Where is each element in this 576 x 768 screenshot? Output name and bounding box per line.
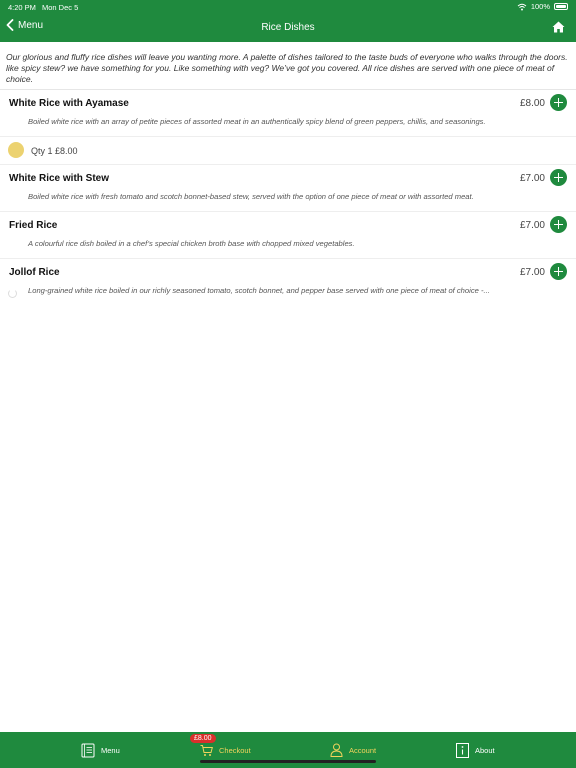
tab-checkout[interactable] xyxy=(200,739,251,761)
tab-bar xyxy=(0,732,576,768)
info-icon xyxy=(456,743,469,758)
home-button[interactable] xyxy=(552,20,565,38)
menu-item-header xyxy=(0,90,576,114)
item-price: £7.00 xyxy=(519,220,545,231)
item-description-text: Long-grained white rice boiled in our richly seasoned tomato, scotch bonnet, and pepper base served with one piece of meat of choice -... xyxy=(28,286,490,295)
item-description xyxy=(0,283,576,305)
tab-about[interactable] xyxy=(456,739,495,761)
menu-item-header xyxy=(0,259,576,283)
menu-book-icon xyxy=(81,743,95,758)
menu-item-header xyxy=(0,165,576,189)
home-indicator xyxy=(200,760,376,763)
item-description: Boiled white rice with fresh tomato and scotch bonnet-based stew, served with the option of one piece of meat or with assorted meat. xyxy=(28,192,474,201)
category-intro: Our glorious and fluffy rice dishes will leave you wanting more. A palette of dishes tailored to the taste buds of everyone who walks through the doors. like spicy stew? we have something for you. Like something with veg? We’ve got you covered. All rice dishes are served with one piece of meat of choice. xyxy=(0,42,576,90)
cart-item-indicator xyxy=(8,142,24,158)
item-name: White Rice with Stew xyxy=(9,173,110,184)
item-price: £8.00 xyxy=(519,98,545,109)
status-right xyxy=(517,2,568,11)
item-name: Jollof Rice xyxy=(9,267,60,278)
cart-line-item[interactable] xyxy=(0,137,576,165)
item-price: £7.00 xyxy=(519,267,545,278)
add-to-cart-button[interactable] xyxy=(550,169,567,186)
back-label: Menu xyxy=(18,19,44,31)
battery-percent: 100% xyxy=(530,2,550,11)
page-title: Rice Dishes xyxy=(261,22,315,33)
tab-menu[interactable] xyxy=(81,739,120,761)
status-time: 4:20 PM xyxy=(8,3,36,12)
menu-content xyxy=(0,42,576,732)
menu-item-header xyxy=(0,212,576,236)
battery-icon xyxy=(554,3,568,10)
tab-account[interactable] xyxy=(330,739,376,761)
menu-item[interactable] xyxy=(0,90,576,137)
item-description: A colourful rice dish boiled in a chef’s special chicken broth base with chopped mixed vegetables. xyxy=(28,239,355,248)
cart-total-badge: £8.00 xyxy=(190,734,216,743)
nav-bar xyxy=(0,14,576,42)
status-date: Mon Dec 5 xyxy=(42,3,79,12)
item-price: £7.00 xyxy=(519,173,545,184)
user-icon xyxy=(330,743,343,757)
menu-item[interactable] xyxy=(0,259,576,305)
tab-account-label: Account xyxy=(349,745,377,755)
wifi-icon xyxy=(517,3,527,11)
home-icon xyxy=(552,21,565,33)
menu-item[interactable] xyxy=(0,212,576,259)
add-to-cart-button[interactable] xyxy=(550,216,567,233)
tab-menu-label: Menu xyxy=(101,745,120,755)
item-name: White Rice with Ayamase xyxy=(9,98,129,109)
menu-item[interactable] xyxy=(0,165,576,212)
item-name: Fried Rice xyxy=(9,220,58,231)
tab-about-label: About xyxy=(475,745,495,755)
cart-icon xyxy=(200,744,213,757)
status-bar xyxy=(0,0,576,14)
item-description: Boiled white rice with an array of petite pieces of assorted meat in an authentically spicy blend of green peppers, chillis, and seasonings. xyxy=(28,117,486,126)
add-to-cart-button[interactable] xyxy=(550,263,567,280)
loading-spinner-icon xyxy=(8,289,17,298)
tab-checkout-label: Checkout xyxy=(219,745,251,755)
cart-line-text: Qty 1 £8.00 xyxy=(31,146,78,156)
add-to-cart-button[interactable] xyxy=(550,94,567,111)
